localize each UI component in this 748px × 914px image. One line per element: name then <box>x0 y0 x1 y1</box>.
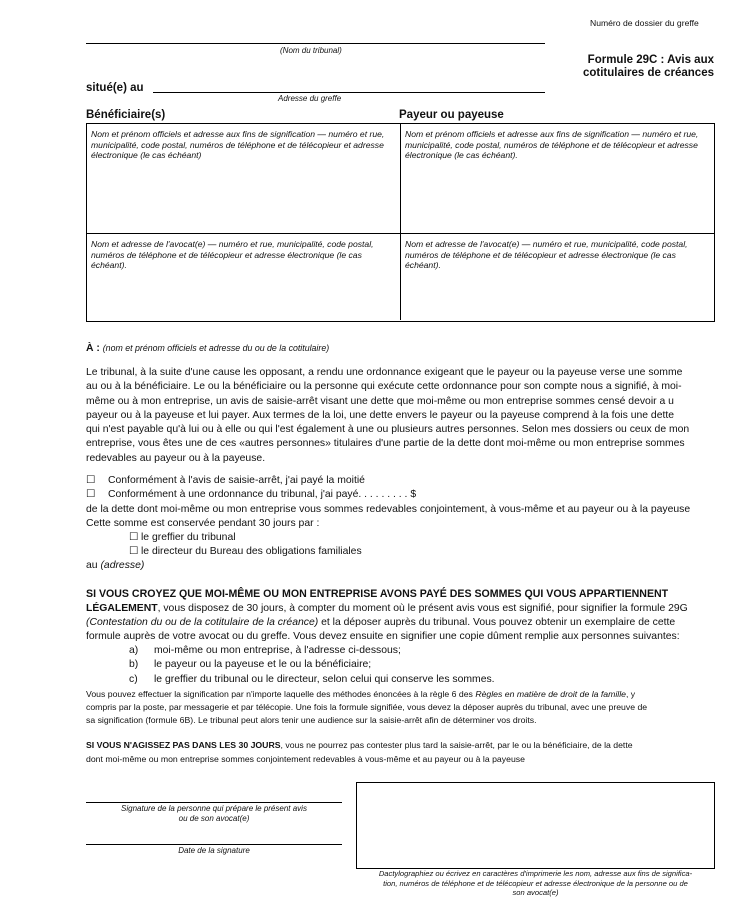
deadline-warning <box>86 738 633 766</box>
intro-line: même ou à mon entreprise, un avis de saisie-arrêt visant une dette que moi-même ou mon entreprise sommes censé devoir a u <box>86 395 674 407</box>
holder-clerk[interactable] <box>129 531 236 545</box>
caps-word: LÉGALEMENT <box>86 603 158 614</box>
small-print-line: sa signification (formule 6B). Le tribunal peut alors tenir une audience sur la saisie-arrêt afin de déterminer vos droits. <box>86 715 537 725</box>
debt-line: de la dette dont moi-même ou mon entreprise vous sommes redevables conjointement, à vous-même et au payeur ou à la payeuse <box>86 504 691 515</box>
caption-line: son avocat(e) <box>512 888 559 897</box>
holder-director[interactable] <box>129 545 362 559</box>
deadline-text: , vous ne pourrez pas contester plus tard la saisie-arrêt, par le ou la bénéficiaire, de la dette <box>280 740 633 750</box>
form-title-line-1: Formule 29C : Avis aux <box>587 54 714 66</box>
address-prefix: au <box>86 560 98 571</box>
to-hint: (nom et prénom officiels et adresse du ou de la cotitulaire) <box>102 343 330 353</box>
caption-line: Dactylographiez ou écrivez en caractères d'imprimerie les nom, adresse aux fins de significa- <box>378 869 693 878</box>
held-line: Cette somme est conservée pendant 30 jours par : <box>86 518 320 529</box>
beneficiary-heading: Bénéficiaire(s) <box>86 109 166 121</box>
checkbox-icon[interactable]: ☐ <box>129 532 139 543</box>
list-text: le greffier du tribunal ou le directeur, selon celui qui conserve les sommes. <box>154 673 495 685</box>
checkbox-icon[interactable]: ☐ <box>86 475 96 486</box>
option-court-order[interactable] <box>86 488 416 502</box>
file-number-label: Numéro de dossier du greffe <box>590 18 699 28</box>
intro-line: payeur ou à la payeuse et lui payer. Aux termes de la loi, une dette envers le payeur ou la payeuse comprend à la fois une dette <box>86 409 675 421</box>
intro-line: redevables au payeur ou à la payeuse. <box>86 452 266 464</box>
parties-table-vdivider <box>400 123 401 320</box>
to-label: À : <box>86 343 100 354</box>
caps-warning: SI VOUS CROYEZ QUE MOI-MÊME OU MON ENTREPRISE AVONS PAYÉ DES SOMMES QUI VOUS APPARTIENNENT <box>86 588 669 600</box>
paragraph2-line1-text: , vous disposez de 30 jours, à compter du moment où le présent avis vous est signifié, pour signifier la formule 29G <box>157 603 688 614</box>
signature-line[interactable] <box>86 802 342 803</box>
to-line[interactable] <box>86 343 329 354</box>
paragraph2-line3: formule auprès de votre avocat ou du greffe. Vous devez ensuite en signifier une copie dûment remplie aux personnes suivantes: <box>86 631 680 642</box>
list-text: moi-même ou mon entreprise, à l'adresse ci-dessous; <box>154 645 401 656</box>
form-title <box>573 54 714 80</box>
holder-address[interactable] <box>86 559 144 573</box>
list-text: le payeur ou la payeuse et le ou la bénéficiaire; <box>154 659 372 671</box>
date-label: Date de la signature <box>178 846 250 855</box>
list-item <box>129 658 495 672</box>
service-list <box>129 644 495 687</box>
holder-director-label: le directeur du Bureau des obligations familiales <box>141 546 362 557</box>
parties-table-hdivider <box>86 233 714 234</box>
situated-label: situé(e) au <box>86 82 144 94</box>
holder-clerk-label: le greffier du tribunal <box>141 532 236 543</box>
intro-line: Le tribunal, à la suite d'une cause les opposant, a rendu une ordonnance exigeant que le payeur ou la payeuse verse une somme <box>86 367 683 378</box>
checkbox-icon[interactable]: ☐ <box>86 489 96 500</box>
form-title-line-2: cotitulaires de créances <box>582 67 714 79</box>
small-print-text: Vous pouvez effectuer la signification par n'importe laquelle des méthodes énoncées à la règle 6 des <box>86 689 476 699</box>
signature-label-line-2: ou de son avocat(e) <box>178 814 250 823</box>
contact-info-box[interactable] <box>356 782 715 869</box>
intro-line: au ou à la bénéficiaire. Le ou la bénéficiaire ou la personne qui exécute cette ordonnance pour son compte nous a signifié, à moi- <box>86 381 682 393</box>
checkbox-icon[interactable]: ☐ <box>129 546 139 557</box>
court-address-line[interactable] <box>153 92 545 93</box>
caption-line: tion, numéros de téléphone et de télécopieur et adresse électronique de la personne ou de <box>383 878 688 888</box>
small-print-line: compris par la poste, par messagerie et par télécopie. Une fois la formule signifiée, vous devez la déposer auprès du tribunal, avec une preuve de <box>86 702 648 712</box>
payor-lawyer-field[interactable]: Nom et adresse de l'avocat(e) — numéro et rue, municipalité, code postal, numéros de téléphone et de télécopieur et adresse électronique (le cas échéant). <box>405 239 688 270</box>
payor-heading: Payeur ou payeuse <box>399 109 504 121</box>
list-letter: b) <box>129 659 139 671</box>
intro-line: qui n'est payable qu'à lui ou à elle ou qui l'est également à une ou plusieurs autres personnes. Selon mes dossiers ou ceux de mon <box>86 424 690 436</box>
list-letter: a) <box>129 645 139 656</box>
date-line[interactable] <box>86 844 342 845</box>
payor-name-field[interactable]: Nom et prénom officiels et adresse aux fins de signification — numéro et rue, municipalité, code postal, numéros de téléphone et de télécopieur et adresse électronique (le cas échéant). <box>405 129 699 160</box>
small-print-line <box>86 688 647 701</box>
court-address-label: Adresse du greffe <box>278 94 342 103</box>
service-small-print <box>86 688 647 727</box>
list-item <box>129 644 495 658</box>
address-hint: (adresse) <box>100 560 145 571</box>
deadline-line-1 <box>86 738 633 752</box>
intro-paragraph <box>86 366 716 466</box>
contact-box-caption <box>356 869 715 898</box>
small-print-text: , y <box>625 689 636 699</box>
deadline-caps: SI VOUS N'AGISSEZ PAS DANS LES 30 JOURS <box>86 740 281 750</box>
option-half-paid[interactable] <box>86 474 365 488</box>
rules-title: Règles en matière de droit de la famille <box>475 689 626 699</box>
option-half-paid-label: Conformément à l'avis de saisie-arrêt, j'ai payé la moitié <box>108 475 365 486</box>
court-name-line[interactable] <box>86 43 545 44</box>
court-name-label: (Nom du tribunal) <box>280 46 342 55</box>
form-29g-title: (Contestation du ou de la cotitulaire de la créance) <box>86 617 319 628</box>
signature-label <box>86 804 342 824</box>
option-court-order-label: Conformément à une ordonnance du tribunal, j'ai payé. . . . . . . . . $ <box>108 489 417 500</box>
paragraph2-line1 <box>86 602 688 616</box>
beneficiary-lawyer-field[interactable]: Nom et adresse de l'avocat(e) — numéro et rue, municipalité, code postal, numéros de téléphone et de télécopieur et adresse électronique (le cas échéant). <box>91 239 374 270</box>
paragraph2-line2-text: et la déposer auprès du tribunal. Vous pouvez obtenir un exemplaire de cette <box>318 617 676 628</box>
list-item <box>129 673 495 687</box>
signature-label-line-1: Signature de la personne qui prépare le présent avis <box>121 804 307 813</box>
deadline-line-2: dont moi-même ou mon entreprise sommes conjointement redevables à vous-même et au payeur ou à la payeuse <box>86 754 525 764</box>
beneficiary-name-field[interactable]: Nom et prénom officiels et adresse aux fins de signification — numéro et rue, municipalité, code postal, numéros de téléphone et de télécopieur et adresse électronique (le cas échéant) <box>91 129 385 160</box>
intro-line: entreprise, vous êtes une de ces «autres personnes» titulaires d'une partie de la dette dont moi-même ou mon entreprise sommes <box>86 438 685 450</box>
list-letter: c) <box>129 673 138 685</box>
paragraph2-line2 <box>86 616 675 630</box>
